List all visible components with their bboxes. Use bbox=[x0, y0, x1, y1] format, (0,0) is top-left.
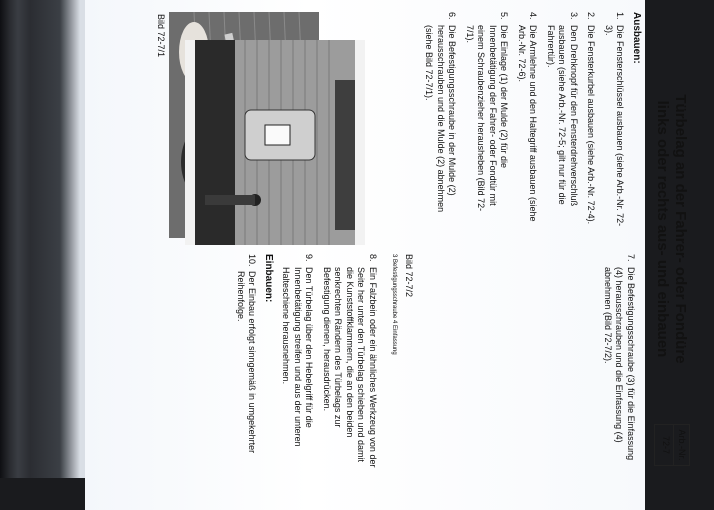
step-7-list bbox=[602, 254, 637, 469]
right-column-top bbox=[596, 254, 637, 469]
right-column-bottom bbox=[229, 254, 415, 469]
list-item bbox=[423, 12, 458, 227]
step-text: Die Fensterkurbel ausbauen (siehe Arb.-Nr. 72-4). bbox=[586, 25, 597, 225]
list-item bbox=[603, 12, 626, 227]
list-item bbox=[585, 12, 597, 227]
step-number: 1. bbox=[615, 12, 626, 20]
figure-2-caption bbox=[403, 254, 415, 469]
step-10-list bbox=[235, 254, 258, 469]
step-text: Den Türbelag über den Hebelgriff für die Innenbetätigung streifen und aus der unteren Halteschiene herausnehmen. bbox=[281, 267, 315, 447]
list-item bbox=[464, 12, 510, 227]
step-text: Die Einlage (1) der Mulde (2) für die Innenbetätigung der Fahrer- oder Fondtür mit einem Schraubenzieher herausheben (Bild 72-7/1). bbox=[465, 25, 510, 212]
step-number: 2. bbox=[586, 12, 597, 20]
step-text: Die Fensterschlüssel ausbauen (siehe Arb.-Nr. 72-3). bbox=[604, 25, 626, 227]
step-number: 6. bbox=[447, 12, 458, 20]
list-item bbox=[516, 12, 539, 227]
ref-label: Arb.-Nr. bbox=[677, 429, 687, 461]
list-item bbox=[235, 254, 258, 469]
figure-1-caption bbox=[156, 14, 166, 57]
step-number: 8. bbox=[368, 254, 378, 262]
door-trim-photo bbox=[185, 40, 365, 245]
step-number: 3. bbox=[569, 12, 579, 20]
step-number: 9. bbox=[304, 254, 315, 262]
list-item bbox=[280, 254, 315, 469]
step-text: Die Befestigungsschraube in der Mulde (2) herausschrauben und die Mulde (2) abnehmen (siehe Bild 72-7/1). bbox=[424, 25, 458, 213]
einbauen-heading: Einbauen: bbox=[263, 254, 274, 303]
ref-number: 72-7 bbox=[658, 425, 674, 465]
work-number-box bbox=[654, 424, 690, 466]
list-item bbox=[321, 254, 379, 469]
list-item bbox=[602, 254, 637, 469]
step-text: Die Armlehne und den Haltegriff ausbauen (siehe Arb.-Nr. 72-6). bbox=[517, 25, 539, 222]
step-number: 10. bbox=[247, 254, 258, 267]
fig2-legend: 3 Befestigungsschraube 4 Einfassung bbox=[391, 254, 398, 355]
left-column bbox=[417, 12, 642, 227]
title-line-1: Türbelag an der Fahrer- oder Fondüre bbox=[672, 94, 689, 364]
fig1-caption-text: Bild 72-7/1 bbox=[156, 14, 166, 58]
step-number: 5. bbox=[499, 12, 510, 20]
step-text: Ein Falzbein oder ein ähnliches Werkzeug von der Seite her unter den Türbelag schieben und damit die Kunststoffklammern, die an den beiden senkrechten Rändern des Türbelags zur Befestigung dienen, herausdrücken. bbox=[322, 267, 378, 468]
step-number: 4. bbox=[528, 12, 539, 20]
step-text: Den Drehknopf für den Fensterdrehverschluß ausbauen (siehe Arb.-Nr. 72-5; gilt nur für die Fahrertür). bbox=[546, 25, 579, 207]
step-text: Der Einbau erfolgt sinngemäß in umgekehrter Reihenfolge. bbox=[236, 271, 258, 454]
steps-list-right bbox=[280, 254, 378, 469]
title-line-2: links oder rechts aus- und einbauen bbox=[654, 100, 671, 358]
document-page bbox=[85, 0, 689, 510]
fig2-caption-text: Bild 72-7/2 bbox=[404, 254, 414, 298]
figure-72-7-2-photo bbox=[185, 40, 365, 245]
document-title bbox=[653, 64, 689, 394]
step-number: 7. bbox=[626, 254, 636, 262]
ausbauen-heading: Ausbauen: bbox=[631, 12, 642, 64]
list-item bbox=[545, 12, 580, 227]
steps-list-left bbox=[423, 12, 626, 227]
step-text: Die Befestigungsschraube (3) für die Einfassung (4) herausschrauben und die Einfassung (4) abnehmen (Bild 72-7/2). bbox=[603, 267, 636, 461]
